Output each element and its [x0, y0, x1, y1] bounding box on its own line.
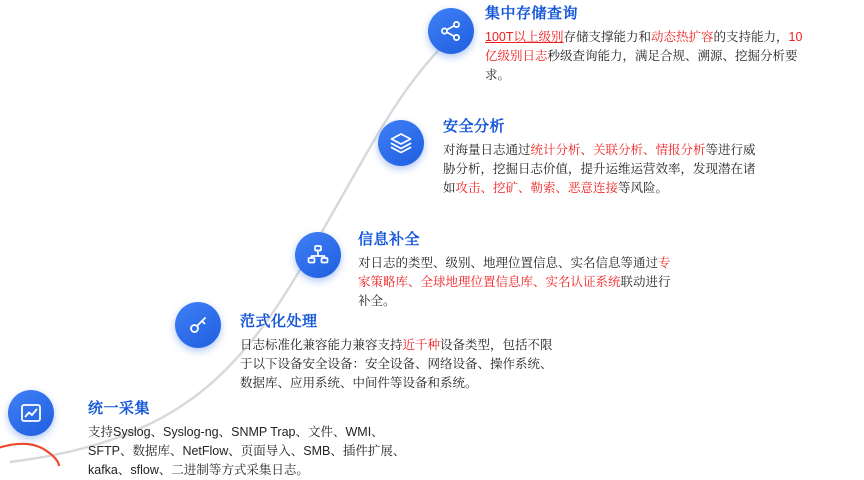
step-body-line — [358, 273, 808, 292]
step-body-segment: 近千种 — [402, 338, 441, 352]
step-body — [88, 423, 508, 480]
step-body-segment: kafka、sflow、二进制等方式采集日志。 — [88, 463, 309, 477]
step-body-segment: 攻击、挖矿、勒索、恶意连接 — [455, 181, 619, 195]
step-body-segment: 100T以上级别 — [485, 30, 564, 44]
step-body-line — [240, 374, 660, 393]
step-body-line — [240, 336, 660, 355]
step-body-segment: 胁分析，挖掘日志价值，提升运维运营效率，发现潜在诸 — [443, 162, 756, 176]
step-body-line — [240, 355, 660, 374]
org-chart-icon — [306, 243, 330, 267]
step-body-line — [358, 292, 808, 311]
step-title: 范式化处理 — [240, 313, 318, 330]
step-body-line — [88, 442, 508, 461]
node-normalization[interactable] — [175, 302, 221, 348]
step-title: 统一采集 — [88, 400, 151, 417]
step-block-info-enrichment — [358, 228, 808, 311]
step-body-segment: 于以下设备安全设备：安全设备、网络设备、操作系统、 — [240, 357, 553, 371]
node-security-analysis[interactable] — [378, 120, 424, 166]
step-body-line — [443, 179, 863, 198]
node-info-enrichment[interactable] — [295, 232, 341, 278]
step-block-security-analysis — [443, 115, 863, 198]
layers-icon — [389, 131, 413, 155]
step-title: 安全分析 — [443, 118, 506, 135]
step-body-line — [443, 141, 863, 160]
step-body-segment: 求。 — [485, 68, 511, 82]
step-body-segment: 动态热扩容 — [651, 30, 714, 44]
step-body-segment: 日志标准化兼容能力兼容支持 — [240, 338, 403, 352]
step-body-segment: 联动进行 — [620, 275, 671, 289]
step-body-segment: 等进行威 — [705, 143, 756, 157]
step-body-segment: 数据库、应用系统、中间件等设备和系统。 — [240, 376, 478, 390]
step-body-segment: 10 — [788, 30, 803, 44]
step-body-line — [485, 66, 863, 85]
node-central-storage-query[interactable] — [428, 8, 474, 54]
step-body-line — [485, 28, 863, 47]
step-body-line — [88, 461, 508, 480]
step-title: 信息补全 — [358, 231, 421, 248]
step-body-line — [485, 47, 863, 66]
step-body — [358, 254, 808, 311]
step-body-segment: 的支持能力， — [713, 30, 789, 44]
step-body-line — [443, 160, 863, 179]
step-block-normalization — [240, 310, 660, 393]
step-body-segment: SFTP、数据库、NetFlow、页面导入、SMB、插件扩展、 — [88, 444, 406, 458]
node-unified-collection[interactable] — [8, 390, 54, 436]
step-body — [240, 336, 660, 393]
step-body-segment: 等风险。 — [618, 181, 669, 195]
step-body — [485, 28, 863, 85]
step-block-unified-collection — [88, 397, 508, 480]
step-body-segment: 统计分析、关联分析、情报分析 — [530, 143, 706, 157]
step-body-segment: 存储支撑能力和 — [563, 30, 652, 44]
step-body-segment: 设备类型，包括不限 — [440, 338, 553, 352]
step-body-segment: 对海量日志通过 — [443, 143, 531, 157]
step-body-segment: 补全。 — [358, 294, 396, 308]
step-body — [443, 141, 863, 198]
step-block-central-storage-query — [485, 2, 863, 85]
step-body-segment: 对日志的类型、级别、地理位置信息、实名信息等通过 — [358, 256, 659, 270]
step-body-line — [88, 423, 508, 442]
step-body-line — [358, 254, 808, 273]
step-body-segment: 家策略库、全球地理位置信息库、实名认证系统 — [358, 275, 621, 289]
step-body-segment: 如 — [443, 181, 456, 195]
step-body-segment: 秒级查询能力，满足合规、溯源、挖掘分析要 — [547, 49, 798, 63]
key-icon — [186, 313, 210, 337]
step-body-segment: 专 — [658, 256, 671, 270]
chart-line-icon — [19, 401, 43, 425]
step-body-segment: 支持Syslog、Syslog-ng、SNMP Trap、文件、WMI、 — [88, 425, 384, 439]
step-body-segment: 亿级别日志 — [485, 49, 548, 63]
share-nodes-icon — [439, 19, 463, 43]
step-title: 集中存储查询 — [485, 5, 579, 22]
